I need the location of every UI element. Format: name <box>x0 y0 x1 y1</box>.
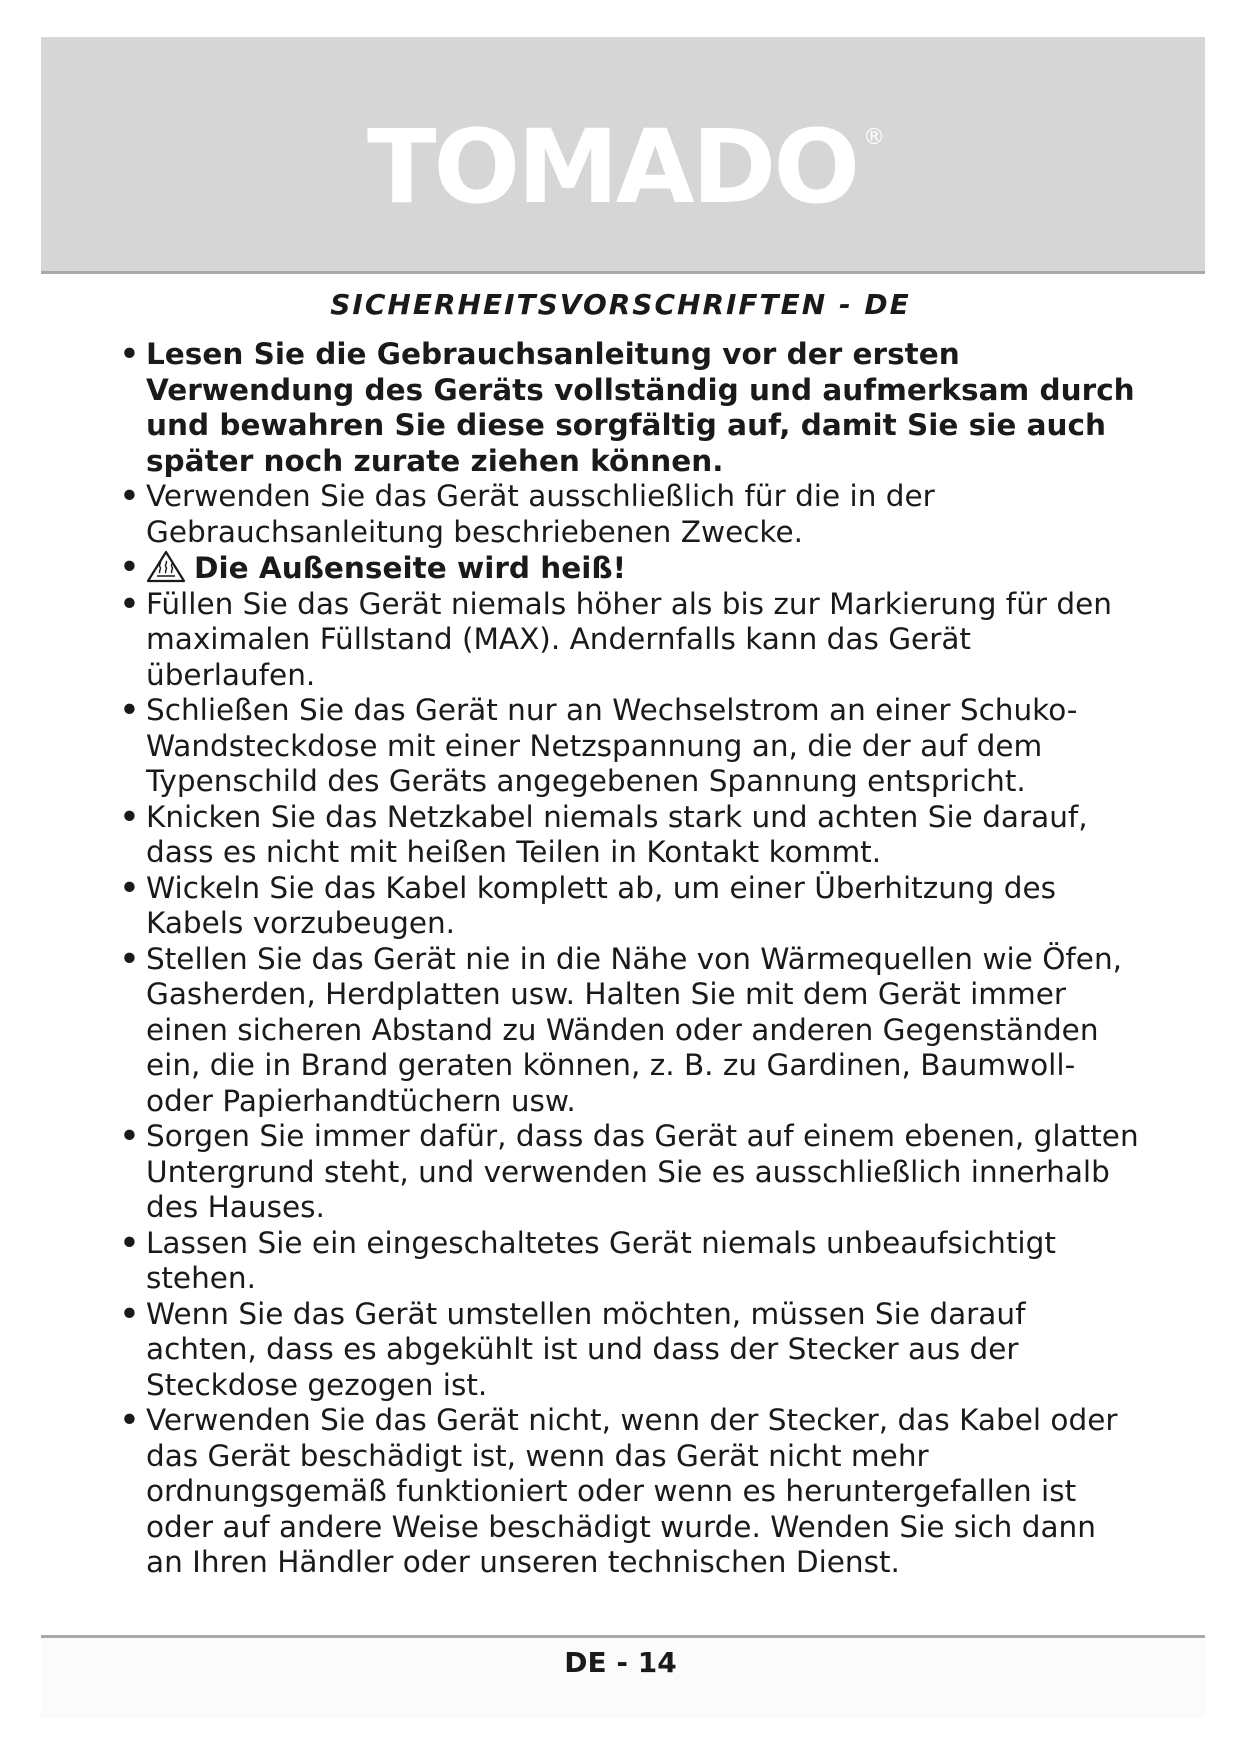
list-item <box>120 1403 1140 1581</box>
list-item-text: Füllen Sie das Gerät niemals höher als bis zur Markierung für den maximalen Füllstand (MAX). Andernfalls kann das Gerät überlaufen. <box>146 586 1112 692</box>
logo-text: TOMADO <box>366 108 858 227</box>
list-item-text: Sorgen Sie immer dafür, dass das Gerät auf einem ebenen, glatten Untergrund steht, und verwenden Sie es ausschließlich innerhalb des Hauses. <box>146 1119 1139 1224</box>
section-title: SICHERHEITSVORSCHRIFTEN - DE <box>330 288 911 321</box>
list-item-text: Wenn Sie das Gerät umstellen möchten, müssen Sie darauf achten, dass es abgekühlt ist und dass der Stecker aus der Steckdose gezogen ist. <box>146 1296 1026 1402</box>
list-item-text: Schließen Sie das Gerät nur an Wechselstrom an einer Schuko-Wandsteckdose mit einer Netzspannung an, die der auf dem Typenschild des Geräts angegebenen Spannung entspricht. <box>146 693 1078 798</box>
safety-instructions-list <box>120 337 1140 1581</box>
registered-mark: ® <box>863 125 886 150</box>
list-item <box>120 587 1140 694</box>
list-item-text: Stellen Sie das Gerät nie in die Nähe von Wärmequellen wie Öfen, Gasherden, Herdplatten usw. Halten Sie mit dem Gerät immer einen sicheren Abstand zu Wänden oder anderen Gegenständen ein, die in Brand geraten können, z. B. zu Gardinen, Baumwoll- oder Papierhandtüchern usw. <box>146 941 1123 1118</box>
list-item <box>120 479 1140 550</box>
hot-surface-warning-icon <box>146 550 186 584</box>
list-item-text: Die Außenseite wird heiß! <box>194 551 627 585</box>
list-item-text: Lassen Sie ein eingeschaltetes Gerät niemals unbeaufsichtigt stehen. <box>146 1225 1056 1295</box>
list-item <box>120 1119 1140 1226</box>
header-band <box>41 37 1205 274</box>
list-item <box>120 693 1140 800</box>
list-item-text: Lesen Sie die Gebrauchsanleitung vor der ersten Verwendung des Geräts vollständig und aufmerksam durch und bewahren Sie diese sorgfältig auf, damit Sie sie auch später noch zurate ziehen können. <box>146 337 1135 478</box>
list-item <box>120 1226 1140 1297</box>
page-number: DE - 14 <box>564 1646 677 1679</box>
list-item <box>120 871 1140 942</box>
list-item-text: Verwenden Sie das Gerät nicht, wenn der Stecker, das Kabel oder das Gerät beschädigt ist, wenn das Gerät nicht mehr ordnungsgemäß funktioniert oder wenn es heruntergefallen ist oder auf andere Weise beschädigt wurde. Wenden Sie sich dann an Ihren Händler oder unseren technischen Dienst. <box>146 1403 1118 1579</box>
list-item-text: Wickeln Sie das Kabel komplett ab, um einer Überhitzung des Kabels vorzubeugen. <box>146 870 1056 940</box>
list-item <box>120 942 1140 1120</box>
list-item <box>120 800 1140 871</box>
list-item-text: Verwenden Sie das Gerät ausschließlich für die in der Gebrauchsanleitung beschriebenen Zwecke. <box>146 479 935 549</box>
list-item-warning <box>120 550 1140 587</box>
list-item <box>120 1297 1140 1404</box>
brand-logo <box>41 108 1205 227</box>
list-item <box>120 337 1140 479</box>
list-item-text: Knicken Sie das Netzkabel niemals stark und achten Sie darauf, dass es nicht mit heißen Teilen in Kontakt kommt. <box>146 799 1088 869</box>
